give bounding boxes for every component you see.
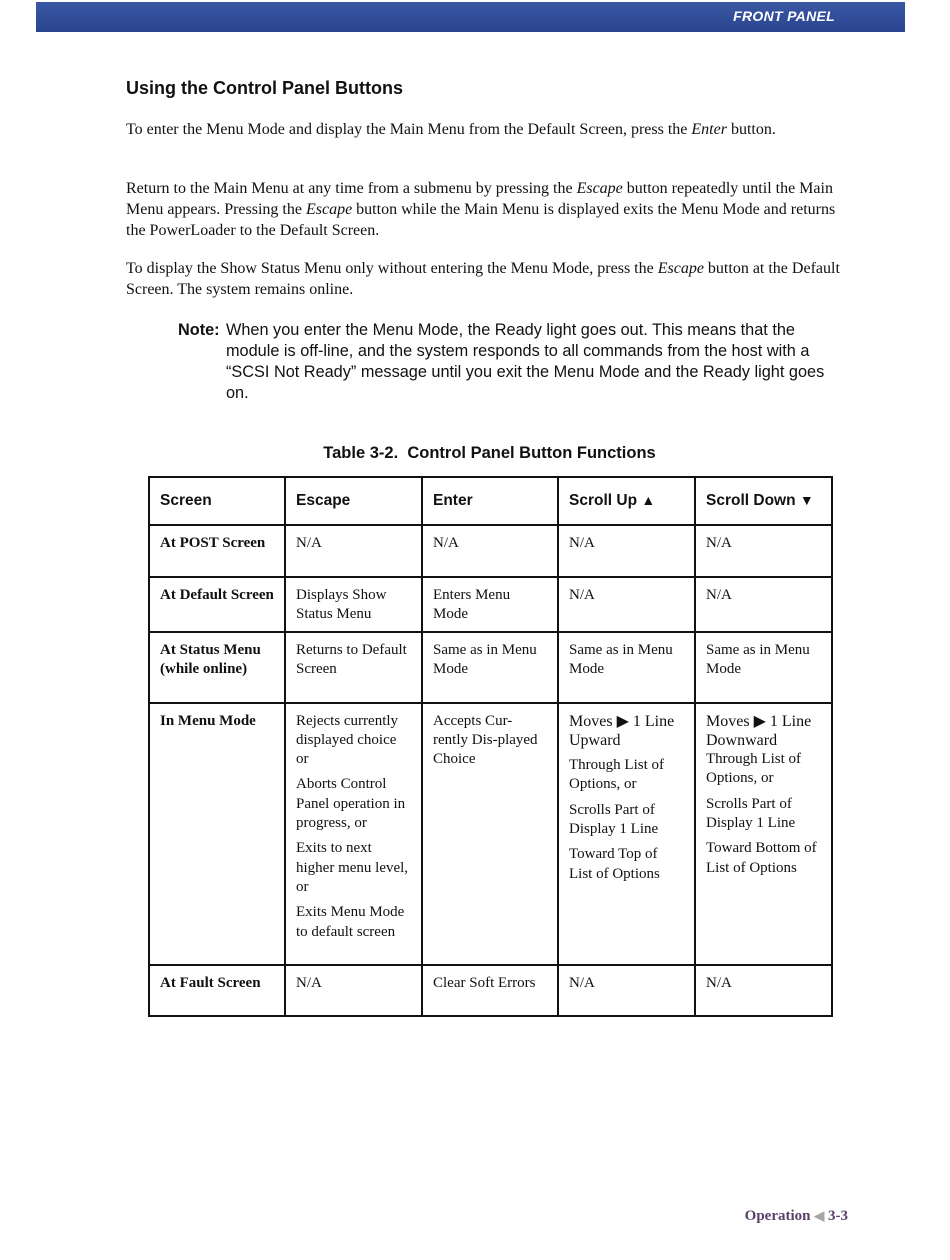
scroll-down-line: Toward Bottom of List of Options [706, 840, 817, 876]
scroll-down-line: Scrolls Part of Display 1 Line [706, 795, 796, 832]
scroll-up-line: Through List of Options, or [569, 757, 664, 793]
note-text: When you enter the Menu Mode, the Ready light goes out. This means that the module is off-line, and the system responds to all commands from the host with a “SCSI Not Ready” message until you exit the Menu Mode and the Ready light goes on. [226, 321, 825, 402]
row-label-post: At POST Screen [149, 525, 285, 577]
escape-line: Rejects currently displayed choice or [296, 712, 399, 768]
row-label-status: At Status Menu (while online) [149, 632, 285, 703]
cell-scroll-down [695, 703, 832, 965]
scroll-down-direction: Moves ▶ 1 Line Downward [706, 712, 812, 749]
table-caption: Table 3-2. Control Panel Button Functions [323, 444, 656, 462]
cell-scroll-down: N/A [695, 525, 832, 577]
footer-section: Operation [744, 1208, 811, 1224]
cell-scroll-down: N/A [695, 965, 832, 1016]
table-row [149, 577, 832, 632]
note-block [178, 320, 850, 404]
cell-enter: Accepts Cur-rently Dis-played Choice [422, 703, 558, 965]
footer-arrow-icon: ◀ [814, 1208, 825, 1223]
table-row [149, 525, 832, 577]
cell-escape: Returns to Default Screen [285, 632, 422, 703]
cell-scroll-down: Same as in Menu Mode [695, 632, 832, 703]
cell-scroll-down: N/A [695, 577, 832, 632]
table-row [149, 632, 832, 703]
triangle-down-icon: ▼ [799, 492, 814, 508]
scroll-up-line: Scrolls Part of Display 1 Line [569, 801, 659, 838]
row-label-default: At Default Screen [149, 577, 285, 632]
paragraph-enter-menu: To enter the Menu Mode and display the Main Menu from the Default Screen, press the Enter button. [126, 121, 776, 138]
scroll-up-line: Toward Top of List of Options [569, 846, 660, 882]
cell-escape [285, 703, 422, 965]
scroll-down-line: Through List of Options, or [706, 751, 801, 787]
cell-scroll-up: Same as in Menu Mode [558, 632, 695, 703]
paragraph-return-main-menu: Return to the Main Menu at any time from a submenu by pressing the Escape button repeatedly until the Main Menu appears. Pressing the Escape button while the Main Menu is displayed exits the Menu Mode and returns the PowerLoader to the Default Screen. [126, 180, 836, 239]
header-scroll-down: Scroll Down ▼ [695, 477, 832, 525]
cell-enter: Same as in Menu Mode [422, 632, 558, 703]
table-header-row [149, 477, 832, 525]
triangle-right-icon: ▶ [616, 712, 629, 730]
paragraph-show-status: To display the Show Status Menu only without entering the Menu Mode, press the Escape button at the Default Screen. The system remains online. [126, 260, 840, 298]
page-header-band [36, 2, 905, 32]
control-panel-table [148, 476, 833, 1017]
header-enter: Enter [422, 477, 558, 525]
section-heading: Using the Control Panel Buttons [126, 78, 403, 98]
note-label: Note: [178, 321, 220, 339]
cell-scroll-up: N/A [558, 577, 695, 632]
cell-escape: N/A [285, 965, 422, 1016]
row-label-fault: At Fault Screen [149, 965, 285, 1016]
table-row [149, 703, 832, 965]
header-screen: Screen [149, 477, 285, 525]
cell-scroll-up: N/A [558, 525, 695, 577]
row-label-menu: In Menu Mode [149, 703, 285, 965]
scroll-up-direction: Moves ▶ 1 Line Upward [569, 712, 675, 749]
header-scroll-up: Scroll Up ▲ [558, 477, 695, 525]
table-row [149, 965, 832, 1016]
escape-line: Aborts Control Panel operation in progress, or [296, 776, 406, 832]
cell-escape: Displays Show Status Menu [285, 577, 422, 632]
escape-line: Exits Menu Mode to default screen [296, 904, 405, 940]
cell-enter: Clear Soft Errors [422, 965, 558, 1016]
header-escape: Escape [285, 477, 422, 525]
cell-enter: N/A [422, 525, 558, 577]
escape-line: Exits to next higher menu level, or [296, 840, 409, 895]
cell-scroll-up [558, 703, 695, 965]
cell-enter: Enters Menu Mode [422, 577, 558, 632]
page-footer [745, 1208, 848, 1225]
triangle-right-icon: ▶ [753, 712, 766, 730]
header-title: FRONT PANEL [733, 8, 835, 24]
footer-page-number: 3-3 [828, 1208, 848, 1224]
cell-escape: N/A [285, 525, 422, 577]
cell-scroll-up: N/A [558, 965, 695, 1016]
triangle-up-icon: ▲ [641, 492, 656, 508]
